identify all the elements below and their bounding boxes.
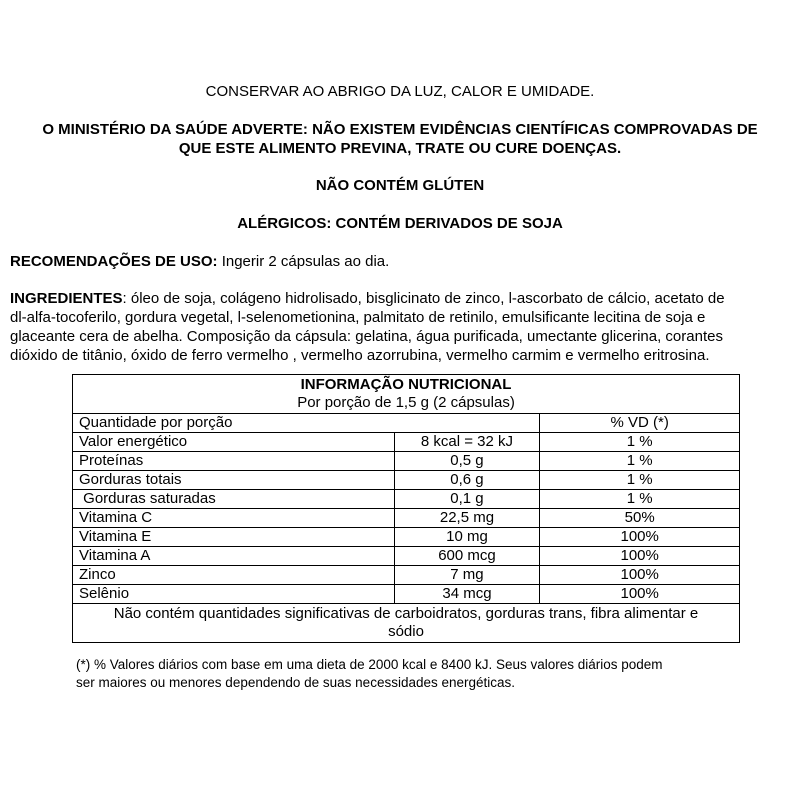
table-row [73, 585, 740, 604]
table-row [73, 509, 740, 528]
nutrient-name: Zinco [73, 566, 395, 585]
ingredients-line-4: dióxido de titânio, óxido de ferro vermelho , vermelho azorrubina, vermelho carmim e vermelho eritrosina. [10, 347, 710, 364]
nutrient-vd: 100% [540, 528, 740, 547]
table-header-row [73, 414, 740, 433]
table-row [73, 566, 740, 585]
footnote-line-2: ser maiores ou menores dependendo de suas necessidades energéticas. [76, 675, 516, 690]
ingredients-line-3: glaceante cera de abelha. Composição da cápsula: gelatina, água purificada, umectante glicerina, corantes [10, 328, 723, 345]
nutrient-vd: 100% [540, 547, 740, 566]
table-row [73, 528, 740, 547]
footnote-line-1: (*) % Valores diários com base em uma dieta de 2000 kcal e 8400 kJ. Seus valores diários podem [76, 657, 663, 672]
usage-text: Ingerir 2 cápsulas ao dia. [217, 253, 390, 270]
nutrient-vd: 100% [540, 585, 740, 604]
nutrient-name: Selênio [73, 585, 395, 604]
nutrient-name: Proteínas [73, 452, 395, 471]
usage-recommendation [10, 252, 389, 271]
nutrient-vd: 1 % [540, 452, 740, 471]
ingredients-block [10, 289, 796, 365]
nutrient-amount: 8 kcal = 32 kJ [394, 433, 540, 452]
nutrient-name: Vitamina E [73, 528, 395, 547]
nutrient-amount: 34 mcg [394, 585, 540, 604]
nutrient-amount: 10 mg [394, 528, 540, 547]
nutrient-amount: 22,5 mg [394, 509, 540, 528]
table-row [73, 547, 740, 566]
nutrition-header [73, 375, 740, 414]
vd-column-header: % VD (*) [540, 414, 740, 433]
ingredients-line-1: : óleo de soja, colágeno hidrolisado, bisglicinato de zinco, l-ascorbato de cálcio, acetato de [122, 290, 725, 307]
nutrient-name: Vitamina A [73, 547, 395, 566]
nutrient-vd: 1 % [540, 433, 740, 452]
table-row [73, 471, 740, 490]
storage-warning: CONSERVAR AO ABRIGO DA LUZ, CALOR E UMIDADE. [205, 83, 595, 100]
nutrient-vd: 1 % [540, 471, 740, 490]
ministry-warning-line-2: QUE ESTE ALIMENTO PREVINA, TRATE OU CURE DOENÇAS. [178, 140, 622, 157]
nutrition-note-line-2: sódio [388, 623, 424, 640]
daily-values-footnote [76, 656, 663, 692]
ingredients-label: INGREDIENTES [10, 290, 123, 307]
gluten-notice: NÃO CONTÉM GLÚTEN [315, 177, 485, 194]
nutrient-name: Vitamina C [73, 509, 395, 528]
nutrient-amount: 600 mcg [394, 547, 540, 566]
nutrient-amount: 0,5 g [394, 452, 540, 471]
nutrient-amount: 0,1 g [394, 490, 540, 509]
nutrient-name: Gorduras totais [73, 471, 395, 490]
table-row [73, 433, 740, 452]
table-row [73, 490, 740, 509]
ministry-warning-line-1: O MINISTÉRIO DA SAÚDE ADVERTE: NÃO EXISTEM EVIDÊNCIAS CIENTÍFICAS COMPROVADAS DE [42, 121, 758, 138]
nutrient-amount: 0,6 g [394, 471, 540, 490]
nutrition-note [73, 604, 740, 643]
table-note-row [73, 604, 740, 643]
nutrient-vd: 100% [540, 566, 740, 585]
allergen-notice: ALÉRGICOS: CONTÉM DERIVADOS DE SOJA [237, 215, 563, 232]
nutrient-name: Gorduras saturadas [73, 490, 395, 509]
nutrition-title: INFORMAÇÃO NUTRICIONAL [300, 376, 512, 393]
nutrient-vd: 50% [540, 509, 740, 528]
nutrient-vd: 1 % [540, 490, 740, 509]
nutrition-table [72, 374, 740, 643]
usage-label: RECOMENDAÇÕES DE USO: [10, 253, 218, 270]
ingredients-line-2: dl-alfa-tocoferilo, gordura vegetal, l-selenometionina, palmitato de retinilo, emulsificante lecitina de soja e [10, 309, 706, 326]
table-row [73, 452, 740, 471]
quantity-column-header: Quantidade por porção [73, 414, 540, 433]
nutrition-note-line-1: Não contém quantidades significativas de carboidratos, gorduras trans, fibra alimentar e [113, 605, 699, 622]
nutrition-portion: Por porção de 1,5 g (2 cápsulas) [297, 394, 515, 411]
nutrient-name: Valor energético [73, 433, 395, 452]
nutrient-amount: 7 mg [394, 566, 540, 585]
